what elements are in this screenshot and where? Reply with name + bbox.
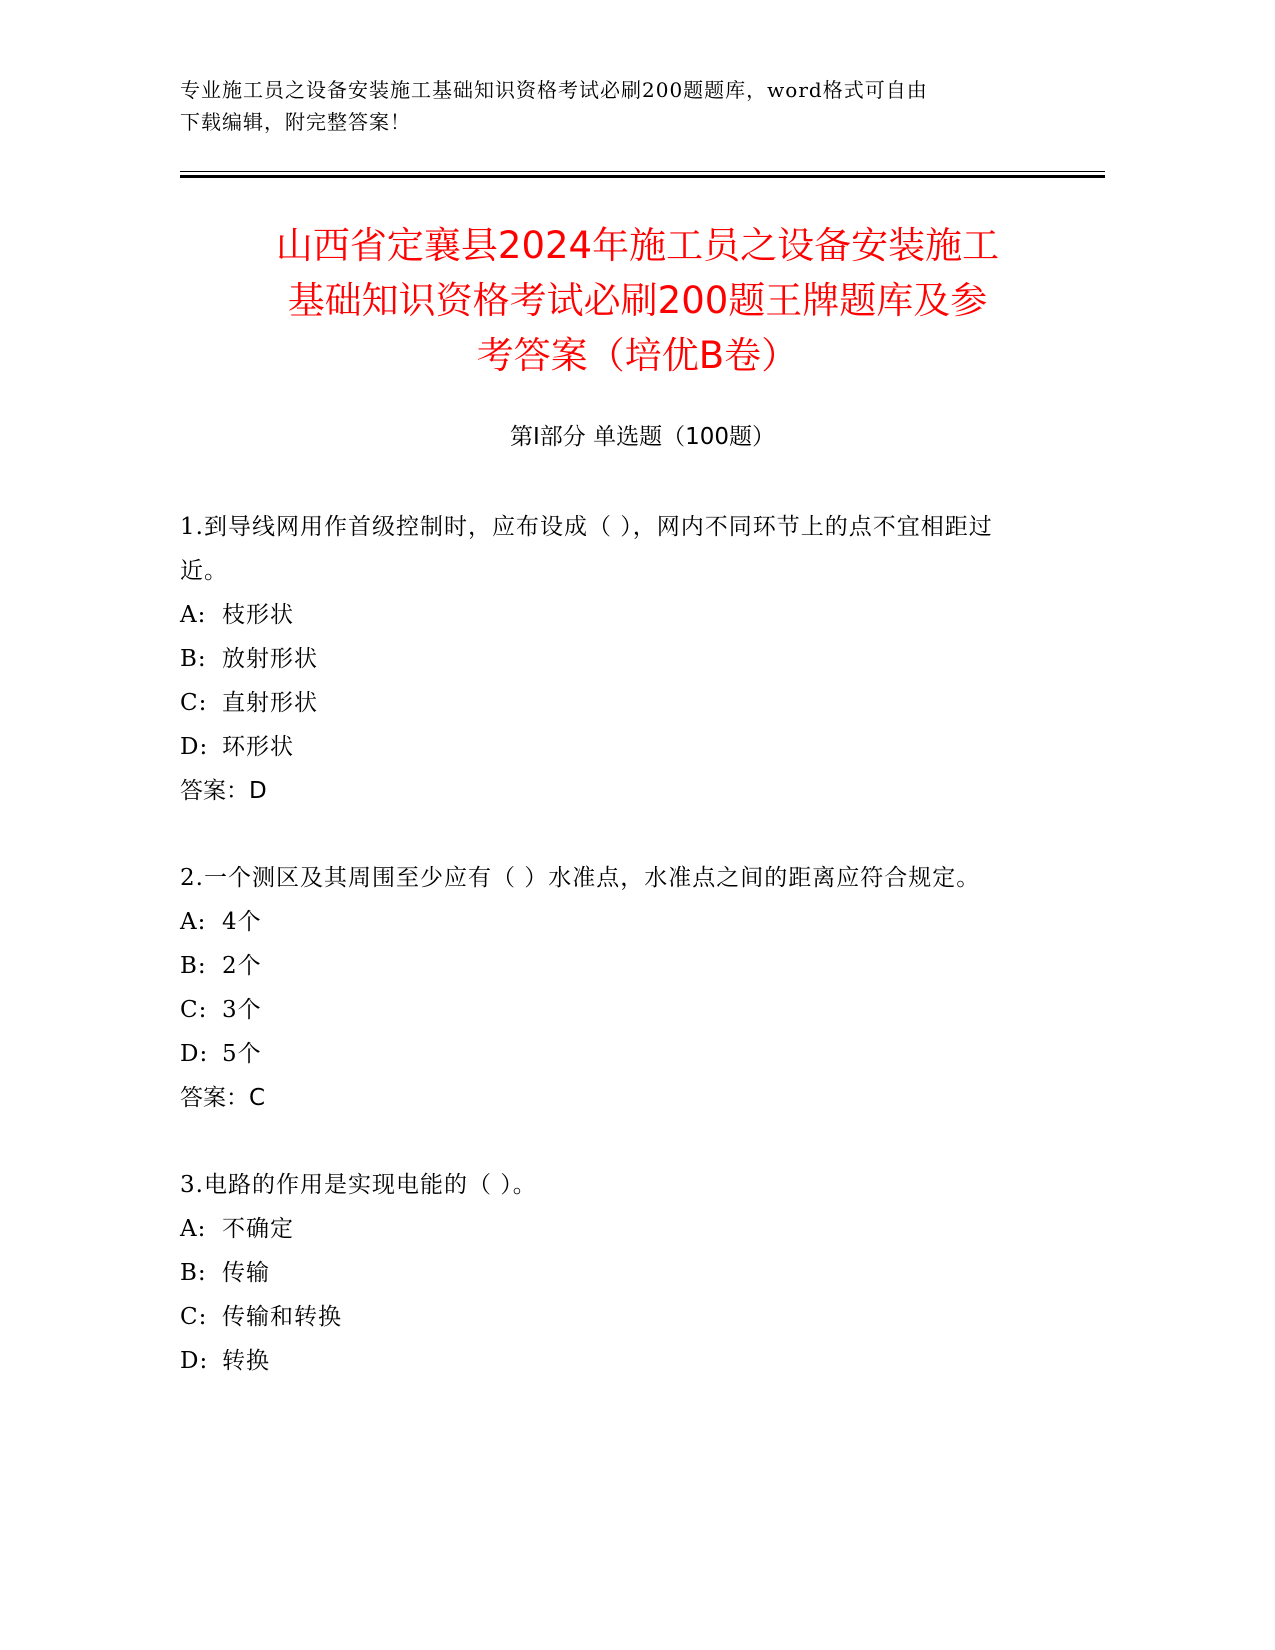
title-line-3: 考答案（培优B卷）: [476, 334, 799, 377]
option-key: C:: [180, 997, 208, 1023]
answer-option: [180, 637, 1040, 681]
option-text: 传输和转换: [222, 1304, 342, 1330]
answer-option: [180, 681, 1040, 725]
option-key: C:: [180, 690, 208, 716]
option-text: 5个: [222, 1041, 262, 1067]
answer-option: [180, 900, 1040, 944]
option-key: A:: [180, 1216, 207, 1242]
option-key: A:: [180, 602, 207, 628]
answer-option: [180, 1339, 1040, 1383]
answer-option: [180, 988, 1040, 1032]
section-heading: 第Ⅰ部分 单选题（100题）: [510, 424, 775, 450]
answer-option: [180, 593, 1040, 637]
title-line-2: 基础知识资格考试必刷200题王牌题库及参: [287, 279, 988, 322]
intro-line-1: 专业施工员之设备安装施工基础知识资格考试必刷200题题库，word格式可自由: [180, 78, 928, 102]
header-divider-thick: [180, 175, 1105, 178]
option-key: D:: [180, 734, 209, 760]
option-text: 枝形状: [222, 602, 294, 628]
answer-option: [180, 944, 1040, 988]
option-key: D:: [180, 1348, 209, 1374]
option-text: 转换: [222, 1348, 270, 1374]
document-intro: [180, 74, 1060, 138]
question-item: [180, 505, 1040, 813]
intro-line-2: 下载编辑，附完整答案！: [180, 110, 411, 134]
option-key: D:: [180, 1041, 209, 1067]
option-text: 环形状: [222, 734, 294, 760]
question-item: [180, 1163, 1040, 1383]
option-key: C:: [180, 1304, 208, 1330]
answer-option: [180, 1295, 1040, 1339]
option-key: B:: [180, 1260, 207, 1286]
title-line-1: 山西省定襄县2024年施工员之设备安装施工: [275, 224, 1000, 267]
answer-option: [180, 1032, 1040, 1076]
document-title: [170, 218, 1105, 383]
option-key: B:: [180, 646, 207, 672]
option-text: 直射形状: [222, 690, 318, 716]
answer-option: [180, 1207, 1040, 1251]
question-answer: 答案：D: [180, 778, 267, 804]
option-key: B:: [180, 953, 207, 979]
answer-option: [180, 1251, 1040, 1295]
answer-option: [180, 725, 1040, 769]
option-text: 3个: [222, 997, 262, 1023]
option-key: A:: [180, 909, 207, 935]
option-text: 4个: [222, 909, 262, 935]
option-text: 传输: [222, 1260, 270, 1286]
question-list: [180, 505, 1040, 1426]
question-answer: 答案：C: [180, 1085, 266, 1111]
option-text: 不确定: [222, 1216, 294, 1242]
option-text: 2个: [222, 953, 262, 979]
header-divider-thin: [180, 171, 1105, 172]
question-stem: 1.到导线网用作首级控制时，应布设成（ ），网内不同环节上的点不宜相距过近。: [180, 514, 993, 584]
question-item: [180, 856, 1040, 1120]
question-stem: 2.一个测区及其周围至少应有（ ）水准点，水准点之间的距离应符合规定。: [180, 865, 981, 891]
option-text: 放射形状: [222, 646, 318, 672]
question-stem: 3.电路的作用是实现电能的（ ）。: [180, 1172, 537, 1198]
